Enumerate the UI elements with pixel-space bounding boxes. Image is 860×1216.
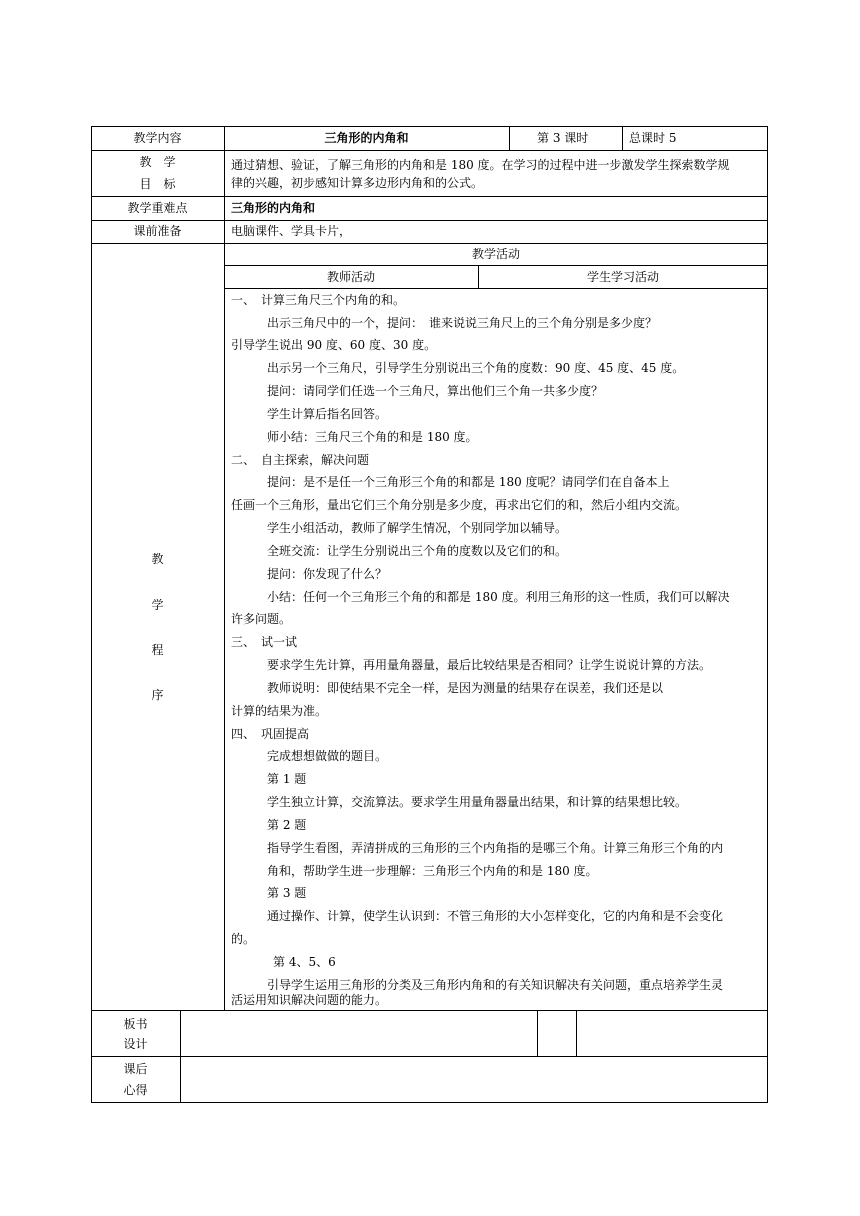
procedure-line: 学生独立计算，交流算法。要求学生用量角器量出结果，和计算的结果想比较。 bbox=[267, 795, 688, 809]
procedure-line: 第 4、5、6 bbox=[273, 955, 336, 969]
procedure-label-char-2: 学 bbox=[151, 598, 164, 612]
reflection-label-2: 心得 bbox=[123, 1083, 148, 1097]
goal-text-line-1: 通过猜想、验证，了解三角形的内角和是 180 度。在学习的过程中进一步激发学生探索数学规 bbox=[231, 158, 730, 172]
lesson-plan-table bbox=[91, 126, 768, 1103]
procedure-line: 一、 计算三角尺三个内角的和。 bbox=[231, 293, 406, 307]
procedure-line: 第 1 题 bbox=[267, 772, 307, 786]
key-point-value: 三角形的内角和 bbox=[231, 201, 316, 215]
procedure-line: 计算的结果为准。 bbox=[231, 704, 328, 718]
procedure-line: 提问：请同学们任选一个三角尺，算出他们三个角一共多少度？ bbox=[267, 384, 604, 398]
procedure-line: 通过操作、计算，使学生认识到：不管三角形的大小怎样变化，它的内角和是不会变化 bbox=[267, 909, 724, 923]
content-label: 教学内容 bbox=[133, 131, 182, 145]
procedure-line: 任画一个三角形，量出它们三个角分别是多少度，再求出它们的和，然后小组内交流。 bbox=[231, 498, 688, 512]
procedure-line: 学生小组活动，教师了解学生情况，个别同学加以辅导。 bbox=[267, 521, 568, 535]
procedure-label-char-4: 序 bbox=[151, 688, 164, 702]
total-lessons: 总课时 5 bbox=[629, 131, 677, 145]
goal-text-line-2: 律的兴趣，初步感知计算多边形内角和的公式。 bbox=[231, 176, 484, 190]
teacher-activity-header: 教师活动 bbox=[326, 270, 375, 284]
prep-label: 课前准备 bbox=[133, 224, 182, 238]
reflection-label-1: 课后 bbox=[123, 1062, 148, 1076]
procedure-line: 引导学生运用三角形的分类及三角形内角和的有关知识解决有关问题，重点培养学生灵 bbox=[267, 978, 724, 992]
procedure-line: 师小结：三角尺三个角的和是 180 度。 bbox=[267, 430, 478, 444]
student-activity-header: 学生学习活动 bbox=[586, 270, 659, 284]
procedure-label-char-1: 教 bbox=[151, 552, 164, 566]
procedure-label-char-3: 程 bbox=[151, 643, 164, 657]
procedure-line: 出示三角尺中的一个，提问： 谁来说说三角尺上的三个角分别是多少度？ bbox=[267, 316, 658, 330]
prep-value: 电脑课件、学具卡片， bbox=[231, 224, 352, 238]
procedure-line: 许多问题。 bbox=[231, 612, 292, 626]
procedure-line: 完成想想做做的题目。 bbox=[267, 749, 388, 763]
procedure-line: 小结：任何一个三角形三个角的和都是 180 度。利用三角形的这一性质，我们可以解决 bbox=[267, 590, 730, 604]
goal-label-1: 教 学 bbox=[139, 155, 176, 169]
lesson-number: 第 3 课时 bbox=[537, 131, 589, 145]
procedure-line: 第 2 题 bbox=[267, 818, 307, 832]
procedure-line: 提问：是不是任一个三角形三个角的和都是 180 度呢？请同学们在自备本上 bbox=[267, 475, 670, 489]
procedure-line: 三、 试一试 bbox=[231, 635, 298, 649]
procedure-line: 第 3 题 bbox=[267, 886, 307, 900]
procedure-line: 要求学生先计算，再用量角器量，最后比较结果是否相同？让学生说说计算的方法。 bbox=[267, 658, 712, 672]
procedure-line: 全班交流：让学生分别说出三个角的度数以及它们的和。 bbox=[267, 544, 568, 558]
procedure-line: 指导学生看图，弄清拼成的三角形的三个内角指的是哪三个角。计算三角形三个角的内 bbox=[267, 841, 724, 855]
activity-header: 教学活动 bbox=[471, 247, 520, 261]
procedure-line: 角和，帮助学生进一步理解：三角形三个内角的和是 180 度。 bbox=[267, 864, 598, 878]
procedure-line: 教师说明：即使结果不完全一样，是因为测量的结果存在误差，我们还是以 bbox=[267, 681, 664, 695]
board-label-1: 板书 bbox=[123, 1017, 148, 1031]
procedure-line: 出示另一个三角尺，引导学生分别说出三个角的度数：90 度、45 度、45 度。 bbox=[267, 361, 685, 375]
board-label-2: 设计 bbox=[123, 1037, 148, 1051]
goal-label-2: 目 标 bbox=[139, 177, 176, 191]
key-point-label: 教学重难点 bbox=[127, 201, 188, 215]
procedure-line: 活运用知识解决问题的能力。 bbox=[231, 993, 388, 1007]
procedure-line: 二、 自主探索，解决问题 bbox=[231, 453, 370, 467]
procedure-line: 提问：你发现了什么？ bbox=[267, 567, 388, 581]
lesson-title: 三角形的内角和 bbox=[324, 131, 409, 145]
procedure-line: 学生计算后指名回答。 bbox=[267, 407, 388, 421]
procedure-line: 的。 bbox=[231, 932, 256, 946]
procedure-line: 四、 巩固提高 bbox=[231, 727, 310, 741]
procedure-line: 引导学生说出 90 度、60 度、30 度。 bbox=[231, 338, 437, 352]
